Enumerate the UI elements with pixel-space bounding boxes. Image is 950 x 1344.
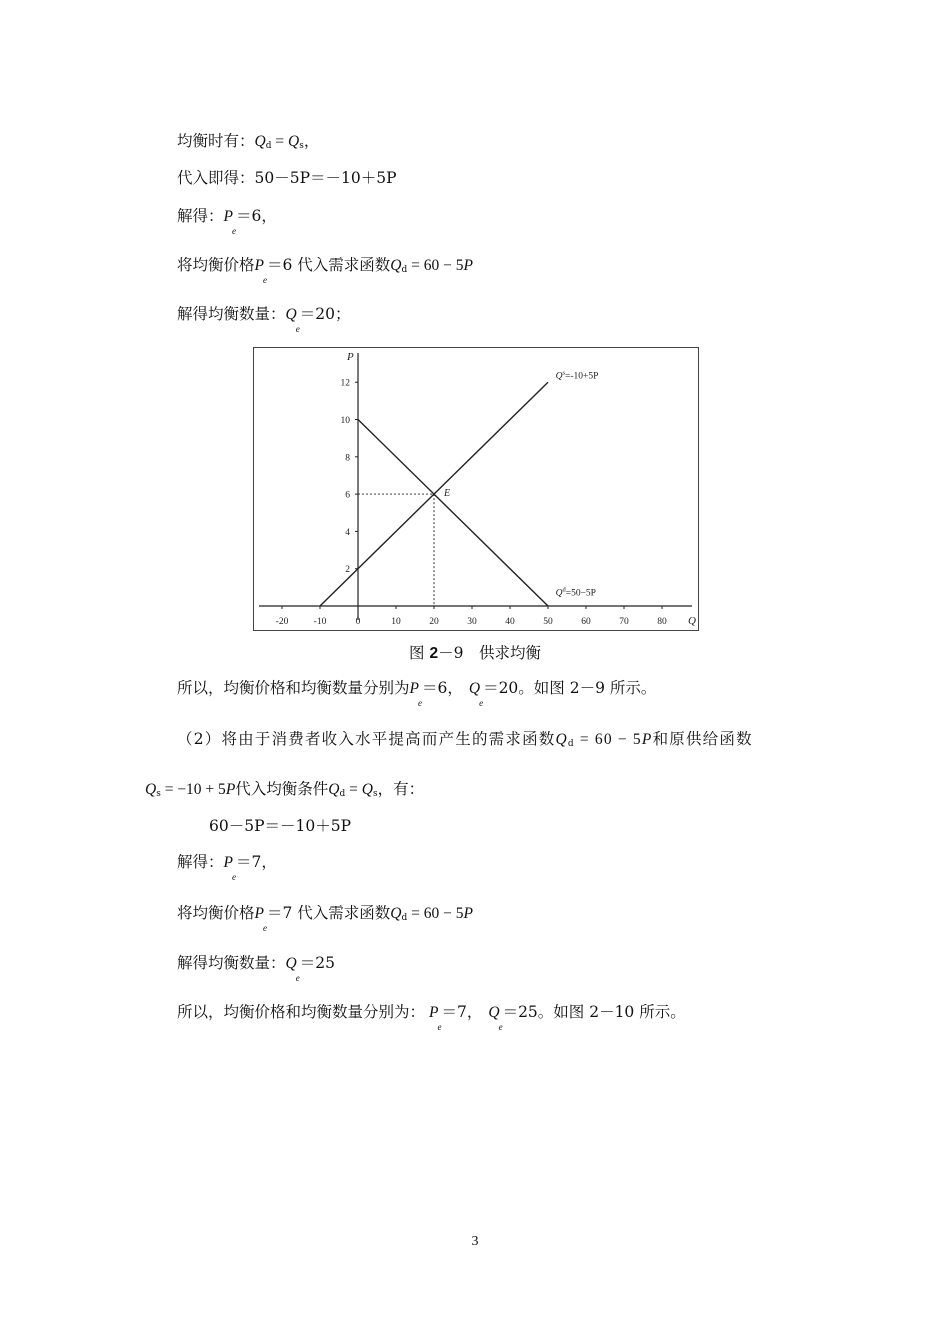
x-axis-label: Q [688, 615, 696, 627]
mid: ＝7， [441, 1003, 483, 1021]
conclusion-line-1 [177, 678, 657, 708]
formula: = −10 + 5 [160, 781, 226, 798]
x-tick-label: 0 [355, 617, 361, 627]
text: 均衡时有： [177, 132, 255, 150]
tail: 和原供给函数 [652, 730, 753, 748]
sub: e [295, 324, 300, 334]
sub: d [401, 265, 408, 275]
var: Q [287, 133, 300, 150]
x-tick-label: 80 [657, 617, 667, 627]
x-tick-label: -20 [275, 617, 289, 627]
part2-substitution-line [209, 816, 351, 836]
sub: e [295, 973, 300, 983]
text: 代入即得：50－5P＝－10＋5P [177, 169, 397, 187]
x-tick-label: 20 [429, 617, 439, 627]
sub: d [401, 913, 408, 923]
x-tick-label: 60 [581, 617, 591, 627]
var: P [641, 731, 653, 748]
sub: s [299, 141, 304, 151]
sub: d [339, 789, 346, 799]
var: Q [488, 1004, 500, 1021]
supply-demand-chart [253, 347, 699, 631]
var: Q [361, 781, 373, 798]
var: P [223, 854, 233, 871]
sub: e [498, 1022, 503, 1032]
text: 60－5P＝－10＋5P [209, 817, 352, 835]
solve-price-line [177, 206, 277, 236]
caption-text: －9 供求均衡 [438, 644, 541, 662]
tail: ＝20。如图 2－9 所示。 [483, 679, 657, 697]
tail: ＝6， [235, 207, 277, 225]
caption-prefix: 图 [409, 644, 430, 662]
text: 解得： [177, 853, 224, 871]
part2-solve-price-line [177, 852, 277, 882]
x-tick-label: 50 [543, 617, 553, 627]
y-tick-label: 10 [340, 416, 350, 426]
var: Q [555, 731, 568, 748]
mid: ＝6， [421, 679, 463, 697]
chart-svg [254, 348, 698, 630]
y-tick-label: 4 [345, 527, 350, 538]
part2-intro-line [177, 729, 753, 752]
x-tick-label: 10 [391, 617, 401, 627]
y-tick-label: 12 [340, 378, 350, 389]
eq: = [345, 781, 362, 798]
text: 代入均衡条件 [235, 780, 329, 798]
figure-caption [0, 641, 950, 663]
x-tick-label: 30 [467, 617, 477, 627]
var: Q [390, 257, 402, 274]
eq: = [271, 133, 288, 150]
var: P [429, 1004, 439, 1021]
y-tick-label: 6 [345, 490, 350, 501]
var: P [225, 781, 236, 798]
var: Q [468, 680, 481, 697]
text: 所以，均衡价格和均衡数量分别为 [177, 679, 410, 697]
sub: e [262, 275, 267, 285]
part2-conclusion-line [177, 1002, 686, 1032]
equilibrium-condition-line [177, 131, 319, 154]
y-axis-label: P [347, 351, 354, 363]
x-tick-label: -10 [313, 617, 327, 627]
var: Q [285, 955, 297, 972]
caption-number: 2 [429, 645, 439, 662]
var: P [254, 905, 264, 922]
text: 解得： [177, 207, 224, 225]
text: 将均衡价格 [177, 904, 255, 922]
part2-substitute-demand-line [177, 903, 473, 933]
var: Q [285, 306, 297, 323]
solve-quantity-line [177, 304, 351, 334]
sub: e [479, 698, 484, 708]
series-line-demand [358, 420, 548, 607]
var: P [463, 257, 473, 274]
tail: ＝25。如图 2－10 所示。 [502, 1003, 686, 1021]
sub: d [567, 739, 575, 749]
formula: = 60 − 5 [407, 905, 464, 922]
y-tick-label: 8 [345, 453, 350, 464]
substitution-line [177, 168, 397, 188]
part2-solve-quantity-line [177, 953, 335, 983]
series-label-supply: $Q^s=-10+5P$ [555, 369, 599, 382]
equilibrium-label: E [444, 488, 451, 500]
text: 解得均衡数量： [177, 305, 286, 323]
var: P [254, 257, 264, 274]
var: P [223, 208, 233, 225]
tail: ＝20； [299, 305, 351, 323]
sub: e [231, 872, 236, 882]
var: Q [390, 905, 402, 922]
x-tick-label: 40 [505, 617, 515, 627]
var: Q [328, 781, 340, 798]
formula: = 60 − 5 [407, 257, 464, 274]
page-number: 3 [471, 1234, 479, 1249]
text: 所以，均衡价格和均衡数量分别为： [177, 1003, 426, 1021]
x-tick-label: 70 [619, 617, 629, 627]
sub: e [262, 923, 267, 933]
text: 解得均衡数量： [177, 954, 286, 972]
sub: s [156, 789, 161, 799]
tail: ， [303, 132, 320, 150]
tail: ，有： [377, 780, 425, 798]
sub: e [437, 1022, 442, 1032]
text: 将均衡价格 [177, 256, 255, 274]
var: Q [145, 781, 157, 798]
sub: e [417, 698, 422, 708]
substitute-demand-line [177, 255, 473, 285]
series-label-demand: $Q^d=50-5P$ [555, 586, 596, 599]
var: P [463, 905, 473, 922]
y-tick-label: 2 [345, 565, 350, 576]
formula: = 60 − 5 [574, 731, 642, 748]
text: （2）将由于消费者收入水平提高而产生的需求函数 [177, 730, 556, 748]
mid: ＝6 代入需求函数 [266, 256, 391, 274]
sub: s [372, 789, 378, 799]
tail: ＝7， [235, 853, 277, 871]
part2-supply-line [145, 779, 424, 802]
var: P [409, 680, 419, 697]
var: Q [254, 133, 266, 150]
sub: e [231, 226, 236, 236]
sub: d [265, 141, 272, 151]
mid: ＝7 代入需求函数 [266, 904, 391, 922]
tail: ＝25 [299, 954, 335, 972]
